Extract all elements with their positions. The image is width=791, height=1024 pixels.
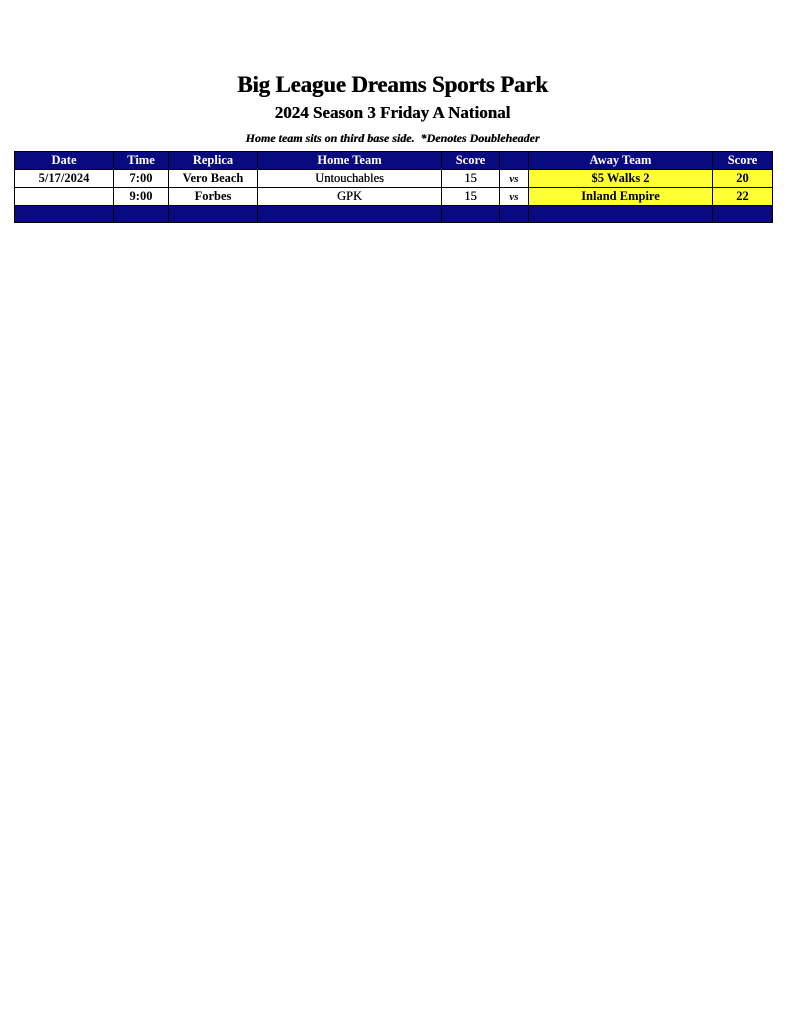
home-team: Untouchables bbox=[258, 170, 442, 188]
table-row bbox=[15, 188, 773, 206]
replica-field: Forbes bbox=[169, 188, 258, 206]
column-header-away-team: Away Team bbox=[529, 152, 713, 170]
doubleheader-note: Home team sits on third base side. *Denotes Doubleheader bbox=[245, 131, 540, 145]
home-score: 15 bbox=[442, 188, 500, 206]
game-date bbox=[15, 188, 114, 206]
game-time: 9:00 bbox=[114, 188, 169, 206]
table-header-row bbox=[15, 152, 773, 170]
away-score: 20 bbox=[713, 170, 773, 188]
column-header-replica: Replica bbox=[169, 152, 258, 170]
footer-cell bbox=[258, 206, 442, 223]
schedule-table bbox=[14, 151, 773, 223]
footer-cell bbox=[500, 206, 529, 223]
column-header-home-score: Score bbox=[442, 152, 500, 170]
footer-cell bbox=[713, 206, 773, 223]
footer-cell bbox=[442, 206, 500, 223]
column-header-home-team: Home Team bbox=[258, 152, 442, 170]
footer-cell bbox=[15, 206, 114, 223]
table-footer-row bbox=[15, 206, 773, 223]
column-header-away-score: Score bbox=[713, 152, 773, 170]
game-time: 7:00 bbox=[114, 170, 169, 188]
column-header-vs bbox=[500, 152, 529, 170]
replica-field: Vero Beach bbox=[169, 170, 258, 188]
versus-label: vs bbox=[500, 188, 529, 206]
away-team: Inland Empire bbox=[529, 188, 713, 206]
away-team: $5 Walks 2 bbox=[529, 170, 713, 188]
table-row bbox=[15, 170, 773, 188]
column-header-time: Time bbox=[114, 152, 169, 170]
page-subtitle: 2024 Season 3 Friday A National bbox=[274, 103, 511, 122]
home-score: 15 bbox=[442, 170, 500, 188]
footer-cell bbox=[114, 206, 169, 223]
footer-cell bbox=[169, 206, 258, 223]
game-date: 5/17/2024 bbox=[15, 170, 114, 188]
footer-cell bbox=[529, 206, 713, 223]
column-header-date: Date bbox=[15, 152, 114, 170]
home-team: GPK bbox=[258, 188, 442, 206]
away-score: 22 bbox=[713, 188, 773, 206]
versus-label: vs bbox=[500, 170, 529, 188]
page-title: Big League Dreams Sports Park bbox=[237, 72, 548, 97]
